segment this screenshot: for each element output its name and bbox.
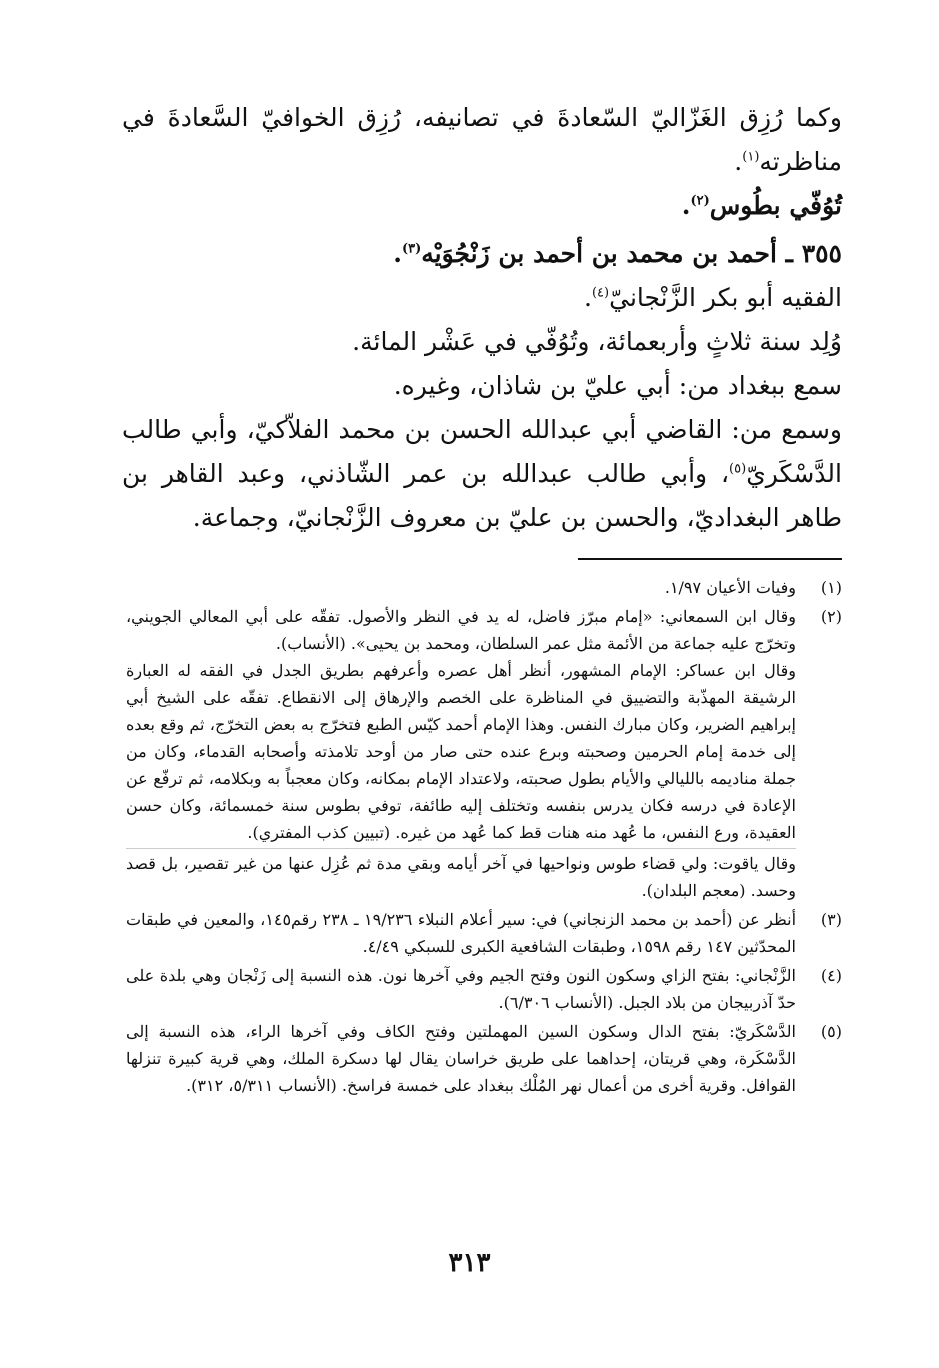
entry-number: ٣٥٥ ـ [785,239,842,268]
text-span: تُوُفّي بطُوس [709,191,842,220]
footnote-2 [126,603,842,904]
footnote-paragraph: وقال ابن عساكر: الإمام المشهور، أنظر أهل عصره وأعرفهم بطريق الجدل في الفقه له العبارة الرشيقة المهذّبة والتضييق في المناظرة على الخصم والإرهاق إلى الانقطاع. تفقّه على الشيخ أبي إبراهيم الضرير، وكان مبارك النفس. وهذا الإمام أحمد كيّس الطبع فتخرّج به بعض التخرّج، ثم وقع بعده إلى خدمة إمام الحرمين وصحبته وبرع عنده حتى صار من أوحد تلامذته وأصحابه القدماء، وكان من جملة مناديمه بالليالي والأيام بطول صحبته، ولاعتداد الإمام بمكانه، وكان معجباً به وبكلامه، ثم ترفّع عن الإعادة في درسه فكان يدرس بنفسه وتختلف إليه طائفة، توفي بطوس سنة خمسمائة، وكان حسن العقيدة، ورع النفس، ما عُهد منه هنات قط كما عُهد من غيره. (تبيين كذب المفتري). [126,661,796,842]
footnote-4 [126,962,842,1016]
paragraph-faqih [122,276,842,320]
footnote-1 [126,574,842,601]
footnote-number: (٣) [820,910,842,929]
entry-heading [122,232,842,276]
page-number: ٣١٣ [448,1248,491,1278]
text-span: . [734,147,743,176]
footnote-paragraph: وقال ابن السمعاني: «إمام مبرّز فاضل، له يد في النظر والأصول. تفقّه على أبي المعالي الجويني، وتخرّج عليه جماعة من الأئمة مثل عمر السلطان، ومحمد بن يحيى». (الأنساب). [126,607,796,653]
text-span: . [681,191,691,220]
footnote-paragraph: وقال ياقوت: ولي قضاء طوس ونواحيها في آخر أيامه وبقي مدة ثم عُزِل عنها من غير تقصير، بل قصد وحسد. (معجم البلدان). [126,848,796,904]
footnote-paragraph: الدَّسْكَريّ: بفتح الدال وسكون السين المهملتين وفتح الكاف وفي آخرها الراء، هذه النسبة إلى الدَّسْكَرة، وهي قريتان، إحداهما على طريق خراسان يقال لها دسكرة الملك، وهي قرية كبيرة تنزلها القوافل. وقرية أخرى من أعمال نهر المُلْك ببغداد على خمسة فراسخ. (الأنساب ٥/٣١١، ٣١٢). [126,1022,796,1095]
paragraph-ghazali-comparison [122,96,842,184]
footnote-body [126,1018,796,1099]
text-span: . [584,283,592,312]
footnote-divider [578,558,842,560]
footnote-paragraph: وفيات الأعيان ١/٩٧. [664,578,796,597]
footnote-number: (٤) [820,966,842,985]
footnote-paragraph: الزَّنْجاني: بفتح الزاي وسكون النون وفتح الجيم وفي آخرها نون. هذه النسبة إلى زَنْجان وهي بلدة على حدّ آذربيجان من بلاد الجبل. (الأنساب ٦/٣٠٦). [126,966,796,1012]
footnote-body [126,603,796,904]
footnote-ref-1[interactable]: (١) [742,149,760,165]
footnote-3 [126,906,842,960]
footnote-ref-4[interactable]: (٤) [591,285,610,301]
footnote-paragraph: أنظر عن (أحمد بن محمد الزنجاني) في: سير أعلام النبلاء ١٩/٢٣٦ ـ ٢٣٨ رقم١٤٥، والمعين في طبقات المحدّثين ١٤٧ رقم ١٥٩٨، وطبقات الشافعية الكبرى للسبكي ٤/٤٩. [126,910,797,956]
entry-name: أحمد بن محمد بن أحمد بن زَنْجُوَيْه [421,239,777,268]
main-text [122,96,842,540]
text-span: وكما رُزِق الغَزّاليّ السّعادةَ في تصانيفه، رُزِق الخوافيّ السَّعادةَ في مناظرته [122,103,842,176]
text-span: وسمع من: القاضي أبي عبدالله الحسن بن محمد الفلاّكيّ، وأبي طالب الدَّسْكَريّ [122,415,842,488]
footnote-ref-3[interactable]: (٣) [401,241,422,257]
paragraph-birth-death: وُلِد سنة ثلاثٍ وأربعمائة، وتُوُفّي في عَشْر المائة. [352,327,842,356]
text-span: الفقيه أبو بكر الزَّنْجانيّ [609,283,842,312]
text-span: . [393,239,402,268]
footnote-number: (٢) [820,607,842,626]
paragraph-heard-from [122,408,842,540]
paragraph-heard-baghdad: سمع ببغداد من: أبي عليّ بن شاذان، وغيره. [393,371,842,400]
footnotes-section [126,574,842,1101]
footnote-ref-5[interactable]: (٥) [729,461,747,477]
text-span: ، وأبي طالب عبدالله بن عمر الشّاذني، وعبد القاهر بن طاهر البغداديّ، والحسن بن عليّ بن معروف الزَّنْجانيّ، وجماعة. [122,459,842,532]
footnote-body [126,906,796,960]
footnote-number: (٥) [820,1022,842,1041]
footnote-ref-2[interactable]: (٢) [690,193,710,209]
paragraph-death-place [122,184,842,228]
footnote-body [126,574,796,601]
footnote-body [126,962,796,1016]
footnote-number: (١) [820,578,842,597]
footnote-5 [126,1018,842,1099]
